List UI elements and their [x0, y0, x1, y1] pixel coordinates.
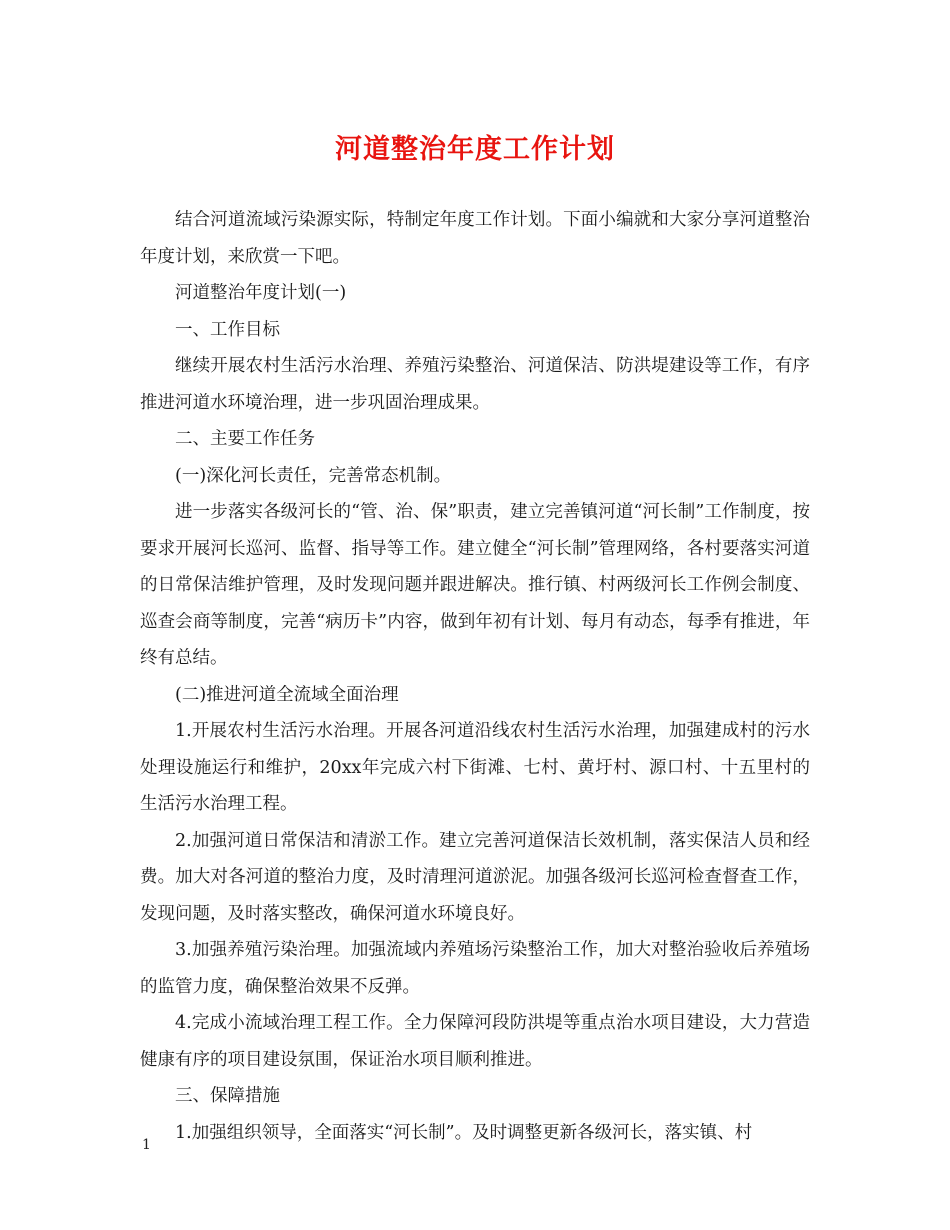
page-number: 1 [142, 1137, 151, 1153]
plan-heading: 河道整治年度计划(一) [175, 283, 347, 303]
river-chief-paragraph: 进一步落实各级河长的“管、治、保”职责，建立完善镇河道“河长制”工作制度，按要求开展河长巡河、监督、指导等工作。建立健全“河长制”管理网络，各村要落实河道的日常保洁维护管理，及时发现问题并跟进解决。推行镇、村两级河长工作例会制度、巡查会商等制度，完善“病历卡”内容，做到年初有计划、每月有动态，每季有推进，年终有总结。 [140, 502, 810, 668]
measure-item-1: 1.加强组织领导，全面落实“河长制”。及时调整更新各级河长，落实镇、村 [175, 1122, 753, 1143]
task-item-1: 1.开展农村生活污水治理。开展各河道沿线农村生活污水治理，加强建成村的污水处理设施运行和维护，20xx年完成六村下街滩、七村、黄圩村、源口村、十五里村的生活污水治理工程。 [140, 721, 810, 814]
goals-paragraph: 继续开展农村生活污水治理、养殖污染整治、河道保洁、防洪堤建设等工作，有序推进河道水环境治理，进一步巩固治理成果。 [140, 356, 810, 413]
section-heading-measures: 三、保障措施 [175, 1086, 280, 1106]
task-item-4: 4.完成小流域治理工程工作。全力保障河段防洪堤等重点治水项目建设，大力营造健康有序的项目建设氛围，保证治水项目顺利推进。 [140, 1013, 810, 1070]
task-item-2: 2.加强河道日常保洁和清淤工作。建立完善河道保洁长效机制，落实保洁人员和经费。加大对各河道的整治力度，及时清理河道淤泥。加强各级河长巡河检查督查工作，发现问题，及时落实整改，确保河道水环境良好。 [140, 830, 810, 924]
document-body [140, 202, 810, 1151]
intro-paragraph: 结合河道流域污染源实际，特制定年度工作计划。下面小编就和大家分享河道整治年度计划，来欣赏一下吧。 [140, 210, 810, 267]
task-item-3: 3.加强养殖污染治理。加强流域内养殖场污染整治工作，加大对整治验收后养殖场的监管力度，确保整治效果不反弹。 [140, 940, 810, 997]
section-heading-goals: 一、工作目标 [175, 319, 280, 340]
subsection-heading-1: (一)深化河长责任，完善常态机制。 [175, 465, 452, 486]
subsection-heading-2: (二)推进河道全流域全面治理 [175, 684, 399, 705]
document-title: 河道整治年度工作计划 [335, 134, 615, 165]
section-heading-tasks: 二、主要工作任务 [175, 429, 315, 449]
